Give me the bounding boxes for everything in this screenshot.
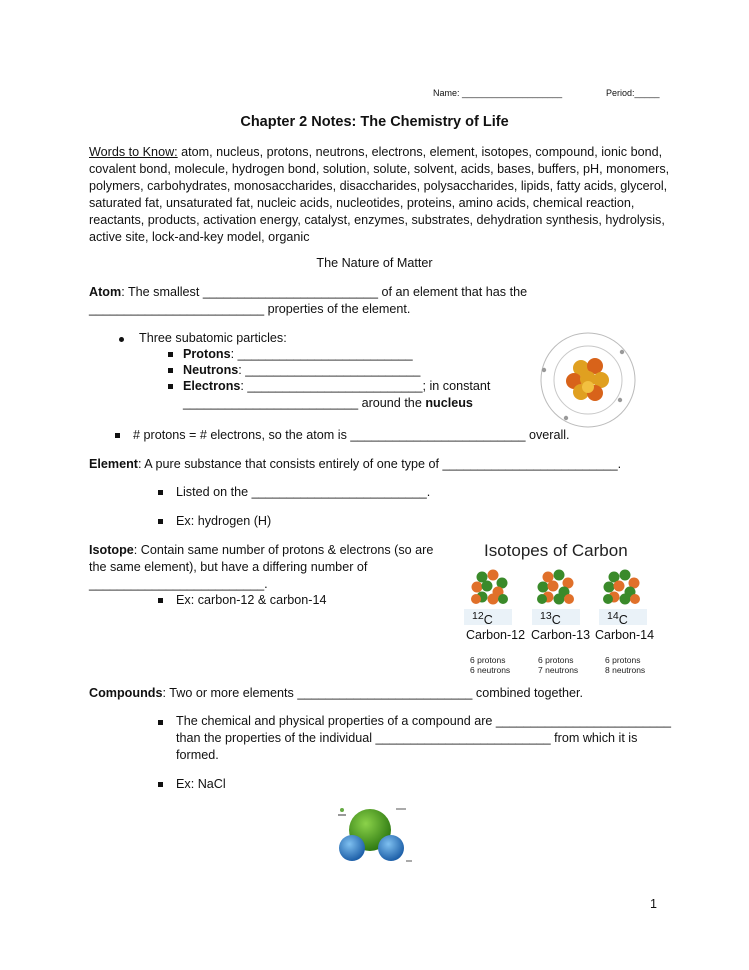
atom-term: Atom <box>89 285 122 299</box>
molecule-illustration <box>320 800 420 870</box>
section-heading: The Nature of Matter <box>316 256 433 270</box>
carbon-12-name: Carbon-12 <box>466 628 526 642</box>
bullet-square-icon <box>168 368 173 373</box>
words-line: saturated fat, unsaturated fat, nucleic acids, nucleotides, proteins, amino acids, chemical reaction, <box>89 196 635 210</box>
compounds-example: Ex: NaCl <box>176 777 226 791</box>
carbon-14-neutrons: 8 neutrons <box>605 665 646 675</box>
carbon-13-mass: 13 <box>540 610 552 622</box>
small-atom-icon <box>339 835 365 861</box>
element-term: Element <box>89 457 138 471</box>
subatomic-label: Three subatomic particles: <box>139 331 287 345</box>
protons-blank: : _________________________ <box>230 347 413 361</box>
carbon-13-name: Carbon-13 <box>531 628 591 642</box>
electrons-item <box>183 379 490 393</box>
carbon-12-neutrons: 6 neutrons <box>470 665 511 675</box>
compounds-definition <box>89 686 583 700</box>
carbon-12-counts <box>470 655 510 675</box>
bullet-square-icon <box>158 782 163 787</box>
carbon-14-name: Carbon-14 <box>595 628 655 642</box>
element-definition <box>89 457 621 471</box>
bullet-square-icon <box>168 384 173 389</box>
bullet-square-icon <box>158 598 163 603</box>
carbon-14-nucleus-icon <box>603 570 640 605</box>
legend-mark-icon <box>338 814 346 816</box>
element-bullet: Listed on the _________________________. <box>176 485 431 499</box>
atom-line: _________________________ properties of the element. <box>89 302 411 316</box>
compounds-line: : Two or more elements _________________________ combined together. <box>162 686 584 700</box>
compounds-bullet-line: The chemical and physical properties of a compound are _________________________ <box>176 714 672 728</box>
carbon-14-letter: C <box>618 613 628 628</box>
electrons-term: Electrons <box>183 379 241 393</box>
compounds-bullet-line: formed. <box>176 748 219 762</box>
period-field-label: Period:_____ <box>606 88 660 98</box>
electron-icon <box>564 416 568 420</box>
carbon-13-counts <box>538 655 578 675</box>
electrons-line2 <box>183 396 473 410</box>
carbon-14-protons: 6 protons <box>605 655 641 665</box>
carbon-13-symbol-box <box>532 609 580 628</box>
isotope-line: : Contain same number of protons & electrons (so are <box>133 543 434 557</box>
carbon-14-mass: 14 <box>607 610 619 622</box>
atom-line: : The smallest _________________________ of an element that has the <box>121 285 528 299</box>
isotope-bullet: Ex: carbon-12 & carbon-14 <box>176 593 327 607</box>
nucleus-icon <box>566 358 609 401</box>
bullet-dot-icon <box>119 337 124 342</box>
legend-dot-icon <box>340 808 344 812</box>
words-line: atom, nucleus, protons, neutrons, electrons, element, isotopes, compound, ionic bond, <box>177 145 663 159</box>
carbon-13-symbol <box>540 610 561 627</box>
name-field-label: Name: ____________________ <box>433 88 563 98</box>
carbon-14-symbol-box <box>599 609 647 628</box>
legend-mark-icon <box>396 808 406 810</box>
carbon-13-neutrons: 7 neutrons <box>538 665 579 675</box>
electrons-orbit-text: _________________________ around the <box>183 396 426 410</box>
words-to-know <box>89 144 689 246</box>
compounds-bullet-line: than the properties of the individual _________________________ from which it is <box>176 731 638 745</box>
carbon-12-nucleus-icon <box>471 570 508 605</box>
carbon-12-protons: 6 protons <box>470 655 506 665</box>
carbon-12-mass: 12 <box>472 610 484 622</box>
protons-item <box>183 347 413 361</box>
element-line: : A pure substance that consists entirely of one type of _________________________. <box>138 457 622 471</box>
neutrons-term: Neutrons <box>183 363 239 377</box>
bullet-square-icon <box>158 519 163 524</box>
isotopes-figure-title: Isotopes of Carbon <box>484 541 628 560</box>
isotope-term: Isotope <box>89 543 134 557</box>
nucleus-term: nucleus <box>425 396 473 410</box>
carbon-14-symbol <box>607 610 628 627</box>
electron-icon <box>620 350 624 354</box>
carbon-14-counts <box>605 655 645 675</box>
carbon-13-letter: C <box>551 613 561 628</box>
protons-term: Protons <box>183 347 231 361</box>
words-to-know-label: Words to Know: <box>89 145 178 159</box>
bullet-square-icon <box>115 433 120 438</box>
electrons-blank: : _________________________; in constant <box>240 379 491 393</box>
electron-icon <box>542 368 546 372</box>
legend-mark-icon <box>406 860 412 862</box>
bullet-square-icon <box>158 720 163 725</box>
isotope-definition <box>89 543 433 557</box>
bullet-square-icon <box>158 490 163 495</box>
carbon-13-protons: 6 protons <box>538 655 574 665</box>
bullet-square-icon <box>168 352 173 357</box>
isotope-nuclei <box>458 565 668 613</box>
carbon-12-symbol-box <box>464 609 512 628</box>
isotopes-figure <box>458 537 668 687</box>
words-line: covalent bond, molecule, hydrogen bond, solution, solute, solvent, acids, bases, buffers, pH, monomers, <box>89 162 670 176</box>
electron-icon <box>618 398 622 402</box>
compounds-term: Compounds <box>89 686 163 700</box>
neutral-statement: # protons = # electrons, so the atom is _________________________ overall. <box>133 428 570 442</box>
carbon-12-symbol <box>472 610 493 627</box>
neutrons-item <box>183 363 420 377</box>
carbon-13-nucleus-icon <box>537 570 574 605</box>
carbon-12-letter: C <box>483 613 493 628</box>
words-line: reactants, products, activation energy, catalyst, enzymes, substrates, dehydration synthesis, hydrolysis, <box>89 213 665 227</box>
element-bullet: Ex: hydrogen (H) <box>176 514 272 528</box>
words-line: active site, lock-and-key model, organic <box>89 230 310 244</box>
page-number: 1 <box>650 897 658 911</box>
small-atom-icon <box>378 835 404 861</box>
atom-definition <box>89 285 527 299</box>
atom-model-illustration <box>538 330 638 430</box>
isotope-line: _________________________. <box>89 577 268 591</box>
page-title: Chapter 2 Notes: The Chemistry of Life <box>240 114 509 130</box>
words-line: polymers, carbohydrates, monosaccharides, disaccharides, polysaccharides, lipids, fatty acids, glycerol, <box>89 179 668 193</box>
isotope-line: the same element), but have a differing number of <box>89 560 368 574</box>
neutrons-blank: : _________________________ <box>238 363 421 377</box>
